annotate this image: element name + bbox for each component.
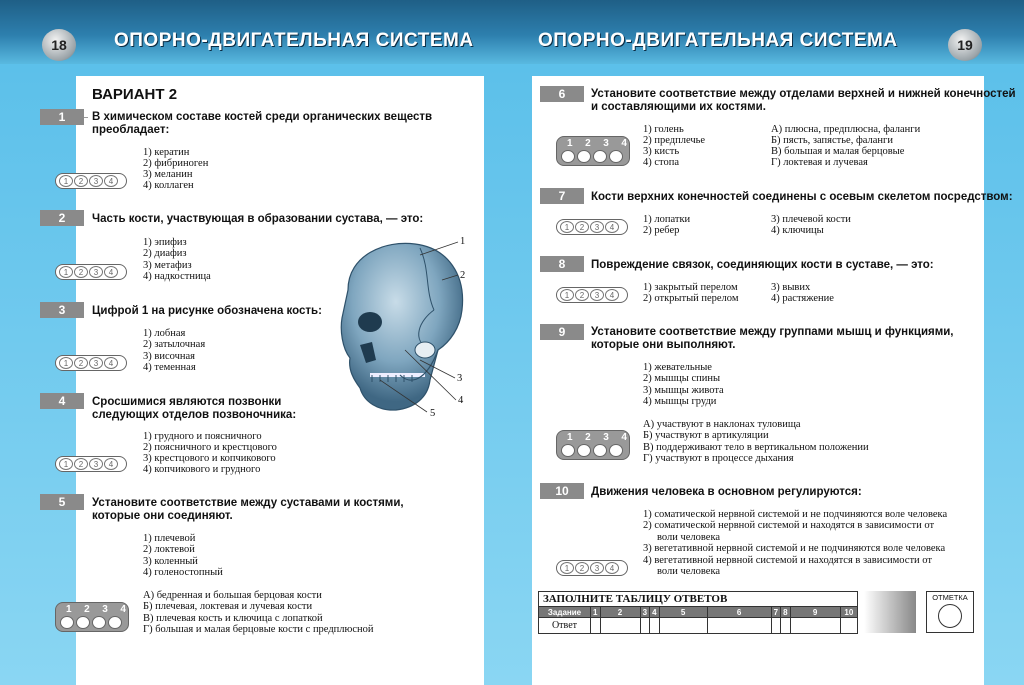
task-2-option-1: 1) эпифиз [143,237,187,248]
left-header-title: ОПОРНО-ДВИГАТЕЛЬНАЯ СИСТЕМА [114,30,474,51]
task-3-option-1: 1) лобная [143,328,186,339]
right-page-number: 19 [948,29,982,61]
task-3-option-4: 4) теменная [143,362,196,373]
task-1-answer-box[interactable]: 1 2 3 4 [55,173,127,189]
task-4-option-3: 3) крестцового и копчикового [143,453,276,464]
task-1-option-2: 2) фибриноген [143,158,209,169]
task-3-answer-box[interactable]: 1 2 3 4 [55,355,127,371]
task-7-number: 7 [540,188,584,204]
task-3-option-3: 3) височная [143,351,195,362]
task-1-option-3: 3) меланин [143,169,193,180]
grade-box[interactable] [926,591,974,633]
task-5-answer-box[interactable]: 1 2 3 4 [55,602,129,632]
task-9-match-b: Б) участвуют в артикуляции [643,430,769,441]
task-4-answer-box[interactable]: 1 2 3 4 [55,456,127,472]
task-4-option-2: 2) поясничного и крестцового [143,442,277,453]
task-5-number: 5 [40,494,84,510]
task-8-number: 8 [540,256,584,272]
task-6-option-1: 1) голень [643,124,684,135]
task-6-match-c: В) большая и малая берцовые [771,146,905,157]
left-page-number: 18 [42,29,76,61]
task-4-option-1: 1) грудного и поясничного [143,431,262,442]
task-2-option-3: 3) метафиз [143,260,192,271]
task-5-match-c: В) плечевая кость и ключица с лопаткой [143,613,323,624]
skull-label-2: 2 [460,270,466,281]
task-10-option-3: 3) вегетативной нервной системой и не подчиняются воле человека [643,543,946,554]
task-5-option-2: 2) локтевой [143,544,195,555]
task-8-answer-box[interactable]: 1 2 3 4 [556,287,628,303]
task-9-number: 9 [540,324,584,340]
task-8-option-2: 2) открытый перелом [643,293,739,304]
task-5-option-1: 1) плечевой [143,533,196,544]
task-9-option-1: 1) жевательные [643,362,712,373]
task-8-option-3: 3) вывих [771,282,811,293]
task-6-match-a: А) плюсна, предплюсна, фаланги [771,124,921,135]
task-2-answer-box[interactable]: 1 2 3 4 [55,264,127,280]
task-9-option-4: 4) мышцы груди [643,396,717,407]
task-9-option-2: 2) мышцы спины [643,373,721,384]
task-5-option-3: 3) коленный [143,556,198,567]
task-9-match-a: А) участвуют в наклонах туловища [643,419,801,430]
task-7-option-4: 4) ключицы [771,225,824,236]
task-10-answer-box[interactable]: 1 2 3 4 [556,560,628,576]
task-5-match-a: А) бедренная и большая берцовая кости [143,590,322,601]
task-5-match-d: Г) большая и малая берцовые кости с предплюсной [143,624,374,635]
task-2-option-2: 2) диафиз [143,248,187,259]
answer-table-title: ЗАПОЛНИТЕ ТАБЛИЦУ ОТВЕТОВ [538,591,858,606]
task-8-question: Повреждение связок, соединяющих кости в суставе, — это: [591,259,934,271]
task-7-option-2: 2) ребер [643,225,680,236]
right-header-title: ОПОРНО-ДВИГАТЕЛЬНАЯ СИСТЕМА [538,30,898,51]
grade-circle [938,604,962,628]
task-1-option-1: 1) кератин [143,147,190,158]
task-6-question: Установите соответствие между отделами верхней и нижней конечностей и составляющими их костями. [591,88,1016,113]
task-4-number: 4 [40,393,84,409]
gradient-block [864,591,916,633]
task-9-question: Установите соответствие между группами мышц и функциями, которые они выполняют. [591,326,954,351]
task-3-option-2: 2) затылочная [143,339,206,350]
task-9-match-d: Г) участвуют в процессе дыхания [643,453,794,464]
task-10-option-2-cont: воли человека [657,532,721,543]
task-1-question: В химическом составе костей среди органических веществ преобладает: [92,111,433,136]
task-4-question: Сросшимися являются позвонки следующих отделов позвоночника: [92,396,297,421]
task-6-option-2: 2) предплечье [643,135,706,146]
task-3-number: 3 [40,302,84,318]
task-6-answer-box[interactable]: 1 2 3 4 [556,136,630,166]
answer-table: Задание 1 2 3 4 5 6 7 8 9 10 Ответ [538,606,858,634]
task-9-answer-box[interactable]: 1 2 3 4 [556,430,630,460]
task-6-match-d: Г) локтевая и лучевая [771,157,868,168]
task-8-option-1: 1) закрытый перелом [643,282,738,293]
task-3-question: Цифрой 1 на рисунке обозначена кость: [92,305,322,317]
skull-label-4: 4 [458,395,464,406]
skull-label-5: 5 [430,408,436,419]
task-2-option-4: 4) надкостница [143,271,211,282]
task-10-option-4: 4) вегетативной нервной системой и находятся в зависимости от [643,555,932,566]
task-2-question: Часть кости, участвующая в образовании сустава, — это: [92,213,424,225]
skull-illustration [330,230,480,420]
task-6-number: 6 [540,86,584,102]
task-4-option-4: 4) копчикового и грудного [143,464,261,475]
task-10-number: 10 [540,483,584,499]
task-1-option-4: 4) коллаген [143,180,194,191]
task-5-match-b: Б) плечевая, локтевая и лучевая кости [143,601,313,612]
task-10-option-1: 1) соматической нервной системой и не подчиняются воле человека [643,509,948,520]
skull-label-1: 1 [460,236,466,247]
task-7-option-3: 3) плечевой кости [771,214,851,225]
task-6-option-4: 4) стопа [643,157,680,168]
task-9-option-3: 3) мышцы живота [643,385,724,396]
task-9-match-c: В) поддерживают тело в вертикальном положении [643,442,869,453]
task-6-match-b: Б) пясть, запястье, фаланги [771,135,893,146]
task-10-question: Движения человека в основном регулируются: [591,486,862,498]
grade-label: ОТМЕТКА [932,593,968,602]
task-5-option-4: 4) голеностопный [143,567,223,578]
task-1-number: 1 [40,109,84,125]
task-10-option-2: 2) соматической нервной системой и находятся в зависимости от [643,520,935,531]
task-8-option-4: 4) растяжение [771,293,834,304]
task-6-option-3: 3) кисть [643,146,680,157]
task-10-option-4-cont: воли человека [657,566,721,577]
task-7-answer-box[interactable]: 1 2 3 4 [556,219,628,235]
skull-label-3: 3 [457,373,463,384]
task-7-option-1: 1) лопатки [643,214,691,225]
task-2-number: 2 [40,210,84,226]
variant-title: ВАРИАНТ 2 [92,86,178,103]
task-7-question: Кости верхних конечностей соединены с осевым скелетом посредством: [591,191,1013,203]
task-5-question: Установите соответствие между суставами и костями, которые они соединяют. [92,497,404,522]
